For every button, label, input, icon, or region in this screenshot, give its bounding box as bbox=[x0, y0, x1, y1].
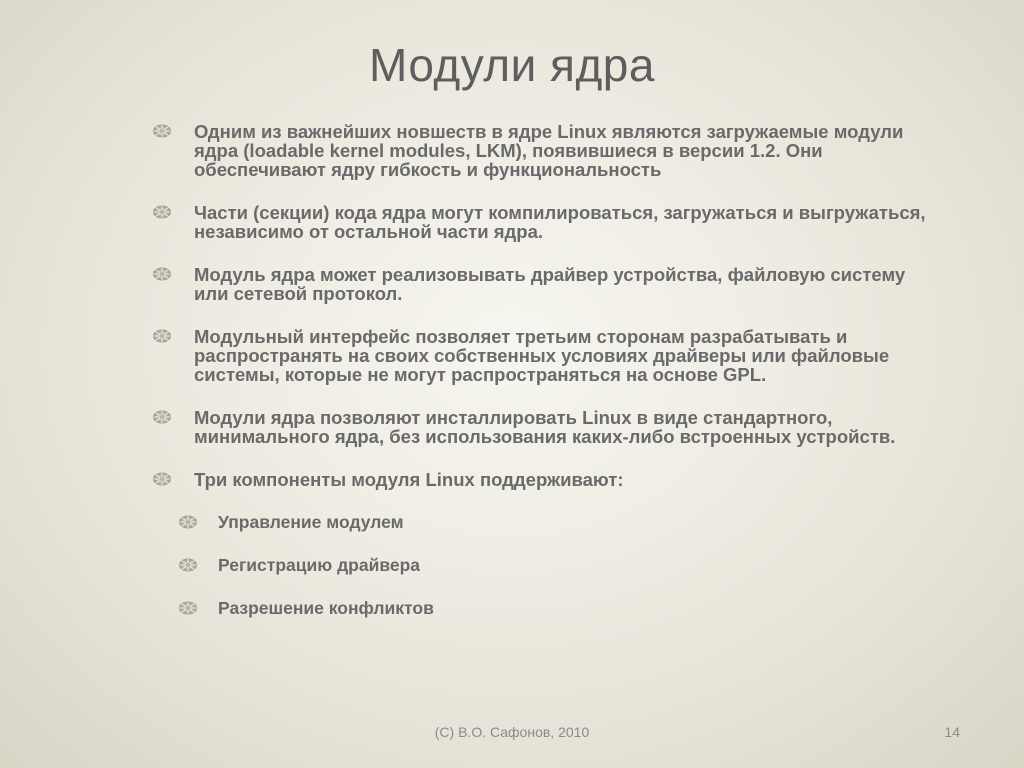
flower-bullet-icon bbox=[178, 557, 198, 573]
bullet-text: Три компоненты модуля Linux поддерживают: bbox=[194, 469, 624, 490]
slide-title: Модули ядра bbox=[369, 39, 655, 91]
bullet-item bbox=[152, 203, 942, 241]
flower-bullet-icon bbox=[178, 514, 198, 530]
flower-bullet-icon bbox=[152, 266, 172, 282]
bullet-item bbox=[152, 408, 942, 446]
bullet-item bbox=[152, 122, 942, 179]
flower-bullet-icon bbox=[152, 204, 172, 220]
sub-bullet-text: Разрешение конфликтов bbox=[218, 598, 434, 618]
bullet-list bbox=[152, 122, 942, 618]
page-number: 14 bbox=[944, 724, 960, 740]
bullet-item bbox=[152, 327, 942, 384]
bullet-text: Модуль ядра может реализовывать драйвер устройства, файловую систему или сетевой протокол. bbox=[194, 264, 906, 304]
flower-bullet-icon bbox=[152, 471, 172, 487]
sub-bullet-text: Управление модулем bbox=[218, 512, 404, 532]
bullet-text: Части (секции) кода ядра могут компилироваться, загружаться и выгружаться, независимо от остальной части ядра. bbox=[194, 202, 926, 242]
sub-bullet-text: Регистрацию драйвера bbox=[218, 555, 421, 575]
sub-bullet-item bbox=[152, 513, 942, 532]
bullet-text: Модульный интерфейс позволяет третьим сторонам разрабатывать и распространять на своих собственных условиях драйверы или файловые системы, которые не могут распространяться на основе GPL. bbox=[194, 326, 890, 385]
bullet-item bbox=[152, 470, 942, 489]
flower-bullet-icon bbox=[178, 600, 198, 616]
bullet-text: Одним из важнейших новшеств в ядре Linux являются загружаемые модули ядра (loadable kernel modules, LKM), появившиеся в версии 1.2. Они обеспечивают ядру гибкость и функциональность bbox=[194, 121, 904, 180]
flower-bullet-icon bbox=[152, 123, 172, 139]
bullet-item bbox=[152, 265, 942, 303]
bullet-text: Модули ядра позволяют инсталлировать Linux в виде стандартного, минимального ядра, без использования каких-либо встроенных устройств. bbox=[194, 407, 896, 447]
sub-bullet-item bbox=[152, 599, 942, 618]
flower-bullet-icon bbox=[152, 328, 172, 344]
footer-copyright: (C) В.О. Сафонов, 2010 bbox=[434, 724, 590, 740]
flower-bullet-icon bbox=[152, 409, 172, 425]
sub-bullet-item bbox=[152, 556, 942, 575]
